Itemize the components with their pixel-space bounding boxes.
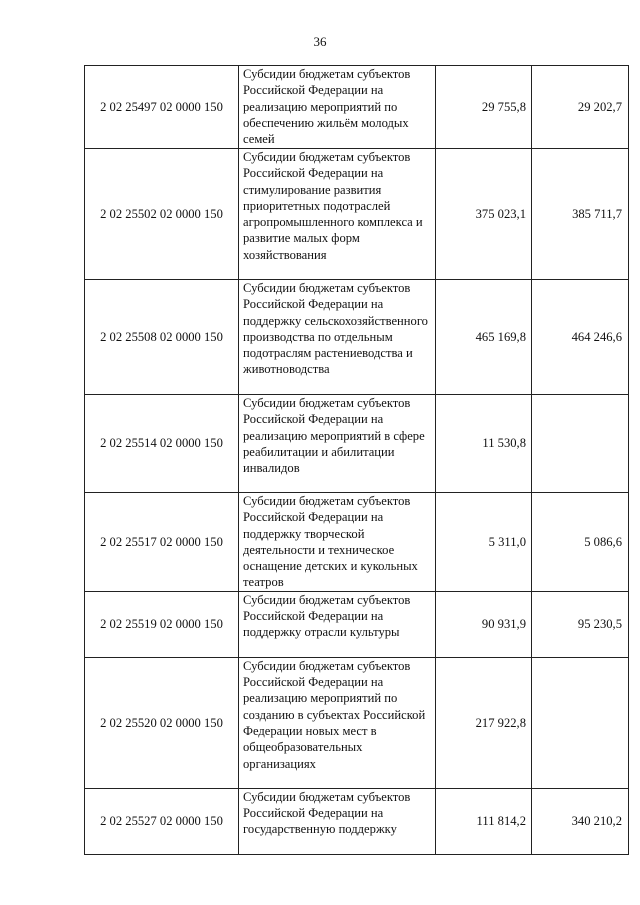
description-cell [239,788,436,854]
amount-1: 5 311,0 [436,493,532,592]
table-row [85,395,629,493]
description-cell [239,493,436,592]
amount-1: 90 931,9 [436,591,532,657]
budget-code: 2 02 25519 02 0000 150 [85,591,239,657]
table-row [85,591,629,657]
description: Субсидии бюджетам субъектов Российской Федерации на поддержку творческой деятельности и техническое оснащение детских и кукольных театров [243,494,418,590]
budget-code: 2 02 25508 02 0000 150 [85,280,239,395]
amount-2: 29 202,7 [532,66,629,149]
amount-2: 385 711,7 [532,149,629,280]
amount-2: 95 230,5 [532,591,629,657]
budget-code: 2 02 25520 02 0000 150 [85,657,239,788]
budget-code: 2 02 25502 02 0000 150 [85,149,239,280]
description-cell [239,591,436,657]
table-row [85,493,629,592]
amount-1: 465 169,8 [436,280,532,395]
description-cell [239,395,436,493]
amount-2 [532,395,629,493]
description: Субсидии бюджетам субъектов Российской Федерации на реализацию мероприятий в сфере реабилитации и абилитации инвалидов [243,396,425,476]
amount-1: 29 755,8 [436,66,532,149]
page-number: 36 [313,34,327,49]
amount-2: 5 086,6 [532,493,629,592]
description: Субсидии бюджетам субъектов Российской Федерации на реализацию мероприятий по обеспечению жильём молодых семей [243,67,411,147]
description-cell [239,280,436,395]
budget-code: 2 02 25527 02 0000 150 [85,788,239,854]
amount-2: 340 210,2 [532,788,629,854]
table-row [85,149,629,280]
description-cell [239,657,436,788]
amount-1: 217 922,8 [436,657,532,788]
description: Субсидии бюджетам субъектов Российской Федерации на поддержку сельскохозяйственного производства по отдельным подотраслям растениеводства и животноводства [243,281,428,377]
table-row [85,657,629,788]
description: Субсидии бюджетам субъектов Российской Федерации на государственную поддержку [243,789,411,837]
amount-2 [532,657,629,788]
budget-code: 2 02 25517 02 0000 150 [85,493,239,592]
amount-1: 11 530,8 [436,395,532,493]
description: Субсидии бюджетам субъектов Российской Федерации на стимулирование развития приоритетных подотраслей агропромышленного комплекса и развитие малых форм хозяйствования [243,150,423,262]
budget-code: 2 02 25514 02 0000 150 [85,395,239,493]
table-row [85,280,629,395]
description: Субсидии бюджетам субъектов Российской Федерации на поддержку отрасли культуры [243,592,411,640]
budget-table [84,65,629,855]
table-row [85,788,629,854]
table-row [85,66,629,149]
amount-2: 464 246,6 [532,280,629,395]
budget-code: 2 02 25497 02 0000 150 [85,66,239,149]
description-cell [239,149,436,280]
amount-1: 375 023,1 [436,149,532,280]
description: Субсидии бюджетам субъектов Российской Федерации на реализацию мероприятий по созданию в субъектах Российской Федерации новых мест в общеобразовательных организациях [243,658,426,771]
amount-1: 111 814,2 [436,788,532,854]
description-cell [239,66,436,149]
